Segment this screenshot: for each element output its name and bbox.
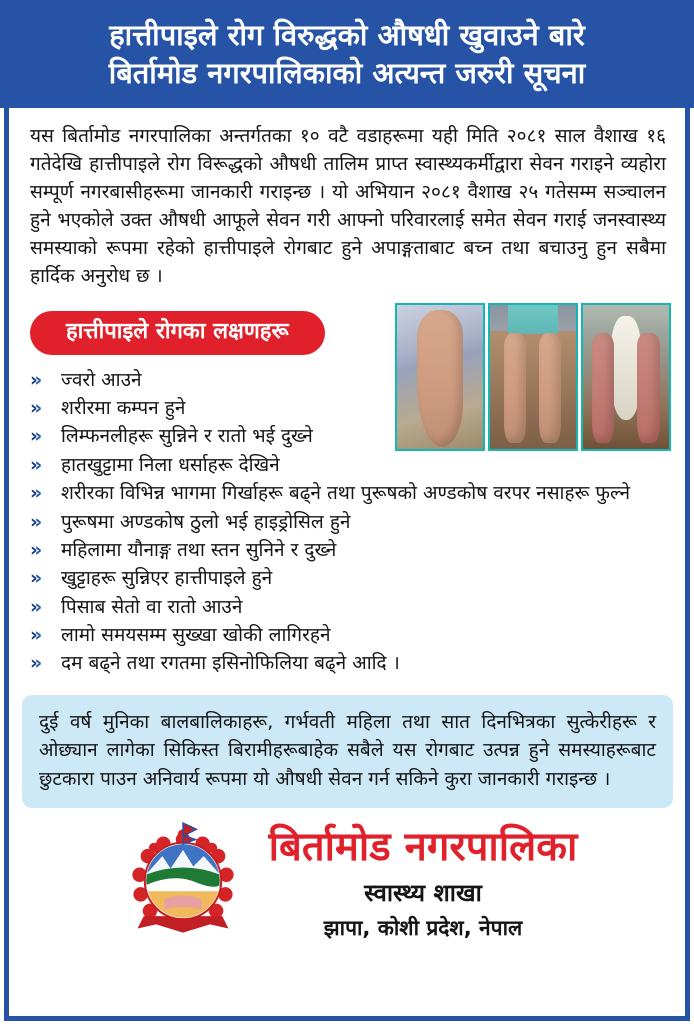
symptom-text: शरीरमा कम्पन हुने xyxy=(61,397,186,420)
symptom-text: पुरूषमा अण्डकोष ठुलो भई हाइड्रोसिल हुने xyxy=(61,510,351,533)
symptoms-heading-badge: हात्तीपाइले रोगका लक्षणहरू xyxy=(30,311,325,355)
photo-detail xyxy=(417,310,463,447)
symptom-text: हातखुट्टामा निला धर्साहरू देखिने xyxy=(61,453,280,476)
symptoms-section xyxy=(30,305,671,679)
symptom-text: लामो समयसम्म सुख्खा खोकी लागिरहने xyxy=(61,623,331,646)
swollen-legs-photo-3 xyxy=(581,303,671,451)
content-frame xyxy=(4,108,690,1021)
municipality-logo xyxy=(117,821,249,945)
municipality-name: बिर्तामोड नगरपालिका xyxy=(268,824,578,871)
chevron-bullet-icon: » xyxy=(30,423,52,450)
title-line-2: बिर्तामोड नगरपालिकाको अत्यन्त जरुरी सूचना xyxy=(108,56,586,90)
title-line-1: हात्तीपाइले रोग विरुद्धको औषधी खुवाउने बारे xyxy=(109,17,585,52)
swollen-legs-photo-2 xyxy=(488,303,578,451)
symptom-item xyxy=(30,594,671,621)
symptom-item xyxy=(30,509,671,536)
symptom-item xyxy=(30,565,671,592)
intro-paragraph: यस बिर्तामोड नगरपालिका अन्तर्गतका १० वटै वडाहरूमा यही मिति २०८१ साल वैशाख १६ गतेदेखि हात्तीपाइले रोग विरूद्धको औषधी तालिम प्राप्त स्वास्थ्यकर्मीद्वारा सेवन गराइने व्यहोरा सम्पूर्ण नगरबासीहरूमा जानकारी गराइन्छ । यो अभियान २०८१ वैशाख २५ गतेसम्म सञ्चालन हुने भएकोले उक्त औषधी आफूले सेवन गरी आफ्नो परिवारलाई समेत सेवन गराई जनस्वास्थ्य समस्याको रूपमा रहेको हात्तीपाइले रोगबाट हुने अपाङ्गताबाट बच्न तथा बचाउनु हुन सबैमा हार्दिक अनुरोध छ । xyxy=(30,125,666,287)
symptom-item xyxy=(30,650,671,677)
symptom-photo-strip xyxy=(395,303,671,451)
title-banner xyxy=(0,0,694,108)
symptom-text: शरीरका विभिन्न भागमा गिर्खाहरू बढ्ने तथा पुरूषको अण्डकोष वरपर नसाहरू फुल्ने xyxy=(61,482,631,505)
chevron-bullet-icon: » xyxy=(30,565,52,592)
symptom-item xyxy=(30,480,671,507)
chevron-bullet-icon: » xyxy=(30,452,52,479)
footer xyxy=(9,821,685,945)
address-line: झापा, कोशी प्रदेश, नेपाल xyxy=(323,916,523,941)
chevron-bullet-icon: » xyxy=(30,509,52,536)
chevron-bullet-icon: » xyxy=(30,622,52,649)
photo-detail xyxy=(592,333,614,442)
footer-text xyxy=(269,824,578,942)
symptom-text: ज्वरो आउने xyxy=(61,368,142,391)
symptom-text: महिलामा यौनाङ्ग तथा स्तन सुनिने र दुख्ने xyxy=(61,538,337,561)
chevron-bullet-icon: » xyxy=(30,480,52,507)
chevron-bullet-icon: » xyxy=(30,594,52,621)
chevron-bullet-icon: » xyxy=(30,650,52,677)
department-name: स्वास्थ्य शाखा xyxy=(364,879,482,908)
symptom-text: लिम्फनलीहरू सुन्निने र रातो भई दुख्ने xyxy=(61,425,313,448)
eligibility-notice-box: दुई वर्ष मुनिका बालबालिकाहरू, गर्भवती महिला तथा सात दिनभित्रका सुत्केरीहरू र ओछ्यान लागेका सिकिस्त बिरामीहरूबाहेक सबैले यस रोगबाट उत्पन्न हुने समस्याहरूबाट छुटकारा पाउन अनिवार्य रूपमा यो औषधी सेवन गर्न सकिने कुरा जानकारी गराइन्छ । xyxy=(22,695,673,809)
symptom-text: दम बढ्ने तथा रगतमा इसिनोफिलिया बढ्ने आदि । xyxy=(61,652,400,675)
chevron-bullet-icon: » xyxy=(30,395,52,422)
swollen-leg-photo-1 xyxy=(395,303,485,451)
chevron-bullet-icon: » xyxy=(30,367,52,394)
photo-detail xyxy=(637,333,659,442)
symptom-text: पिसाब सेतो वा रातो आउने xyxy=(61,595,243,618)
photo-detail xyxy=(539,333,561,442)
symptom-item xyxy=(30,537,671,564)
symptom-item xyxy=(30,452,671,479)
symptom-item xyxy=(30,622,671,649)
symptom-text: खुट्टाहरू सुन्निएर हात्तीपाइले हुने xyxy=(61,567,273,590)
photo-detail xyxy=(504,333,526,442)
chevron-bullet-icon: » xyxy=(30,537,52,564)
